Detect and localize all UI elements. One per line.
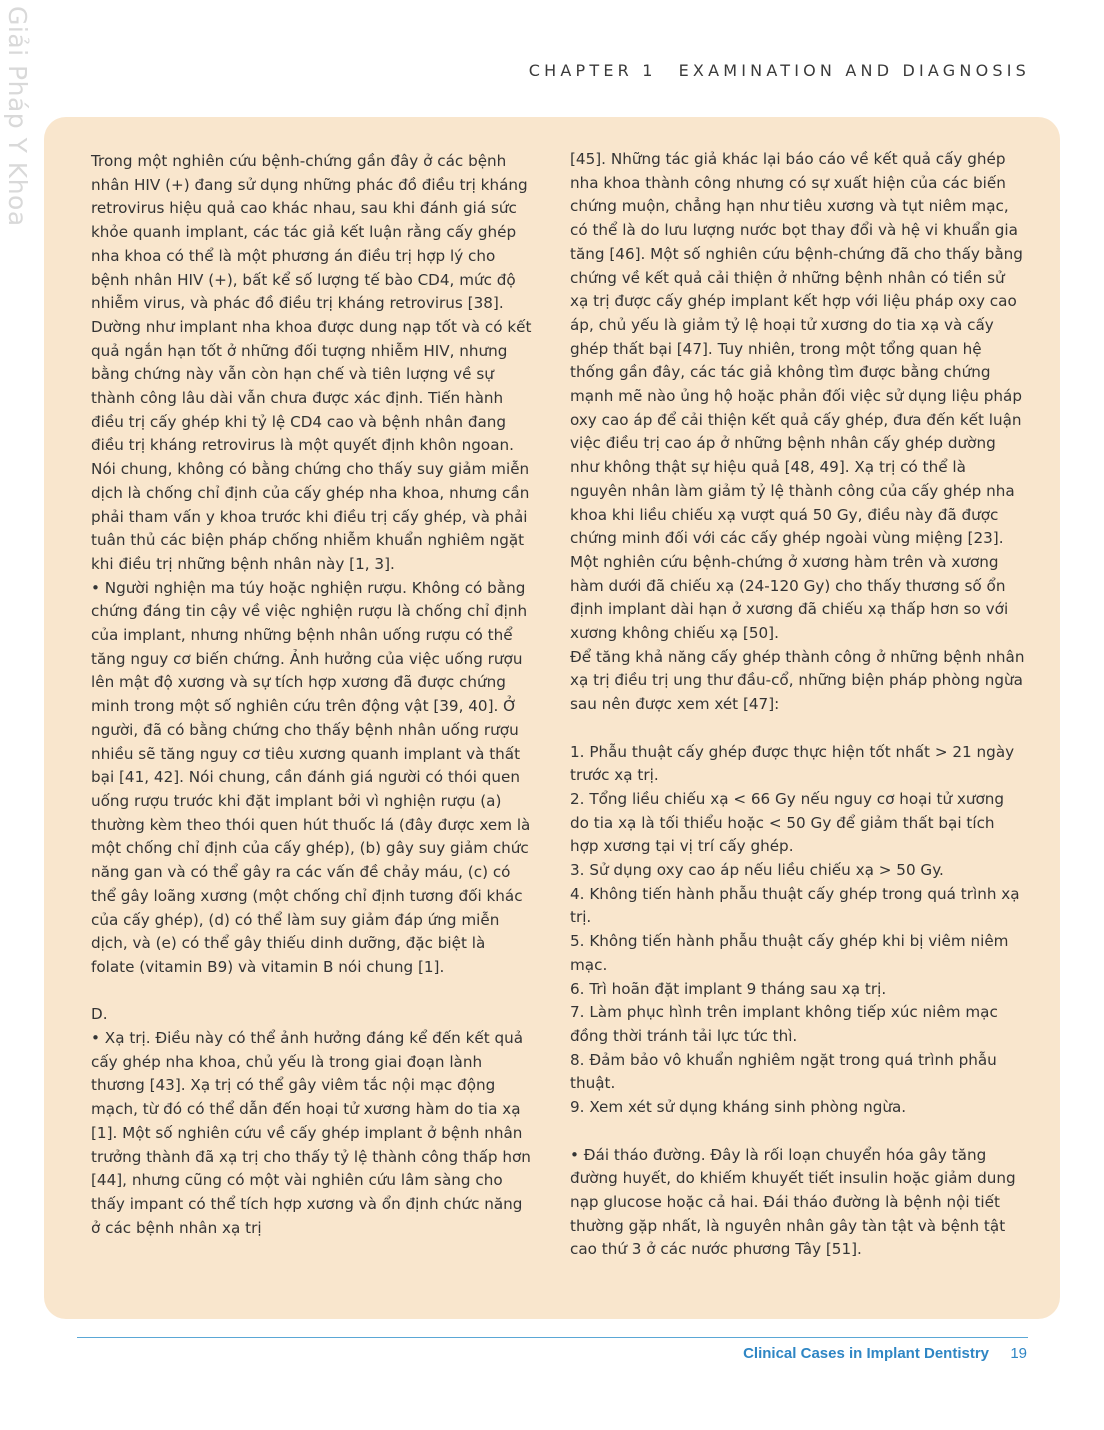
list-item: 8. Đảm bảo vô khuẩn nghiêm ngặt trong quá trình phẫu thuật. <box>570 1050 997 1093</box>
footer-book-title: Clinical Cases in Implant Dentistry <box>743 1345 989 1362</box>
section-heading-d: D. <box>91 1005 108 1024</box>
paragraph-hiv: Trong một nghiên cứu bệnh-chứng gần đây ở các bệnh nhân HIV (+) đang sử dụng những phác đồ điều trị kháng retrovirus hiệu quả cao khác nhau, sau khi đánh giá sức khỏe quanh implant, các tác giả kết luận rằng cấy ghép nha khoa có thể là một phương án điều trị hợp lý cho bệnh nhân HIV (+), bất kể số lượng tế bào CD4, mức độ nhiễm virus, và phác đồ điều trị kháng retrovirus [38]. Dường như implant nha khoa được dung nạp tốt và có kết quả ngắn hạn tốt ở những đối tượng nhiễm HIV, nhưng bằng chứng này vẫn còn hạn chế và tiên lượng về sự thành công lâu dài vẫn chưa được xác định. Tiến hành điều trị cấy ghép khi tỷ lệ CD4 cao và bệnh nhân đang điều trị kháng retrovirus là một quyết định khôn ngoan. Nói chung, không có bằng chứng cho thấy suy giảm miễn dịch là chống chỉ định của cấy ghép nha khoa, nhưng cần phải tham vấn y khoa trước khi điều trị cấy ghép, và phải tuân thủ các biện pháp chống nhiễm khuẩn nghiêm ngặt khi điều trị những bệnh nhân này [1, 3]. <box>91 152 532 573</box>
page-number: 19 <box>1010 1345 1027 1362</box>
list-item: 1. Phẫu thuật cấy ghép được thực hiện tốt nhất > 21 ngày trước xạ trị. <box>570 742 1015 785</box>
paragraph-precautions-intro: Để tăng khả năng cấy ghép thành công ở những bệnh nhân xạ trị điều trị ung thư đầu-cổ, những biện pháp phòng ngừa sau nên được xem xét [47]: <box>570 647 1025 714</box>
list-item: 4. Không tiến hành phẫu thuật cấy ghép trong quá trình xạ trị. <box>570 884 1020 927</box>
running-head <box>529 61 1030 80</box>
list-item: 7. Làm phục hình trên implant không tiếp xúc niêm mạc đồng thời tránh tải lực tức thì. <box>570 1003 998 1045</box>
content-panel <box>44 117 1060 1319</box>
paragraph-radiotherapy-cont: [45]. Những tác giả khác lại báo cáo về kết quả cấy ghép nha khoa thành công nhưng có sự xuất hiện của các biến chứng muộn, chẳng hạn như tiêu xương và tụt niêm mạc, có thể là do lưu lượng nước bọt thay đổi và hệ vi khuẩn gia tăng [46]. Một số nghiên cứu bệnh-chứng đã cho thấy bằng chứng về kết quả cải thiện ở những bệnh nhân có tiền sử xạ trị được cấy ghép implant kết hợp với liệu pháp oxy cao áp, chủ yếu là giảm tỷ lệ hoại tử xương do tia xạ và cấy ghép thất bại [47]. Tuy nhiên, trong một tổng quan hệ thống gần đây, các tác giả không tìm được bằng chứng mạnh mẽ nào ủng hộ hoặc phản đối việc sử dụng liệu pháp oxy cao áp để cải thiện kết quả cấy ghép, đưa đến kết luận việc điều trị cao áp ở những bệnh nhân cấy ghép dường như không thật sự hiệu quả [48, 49]. Xạ trị có thể là nguyên nhân làm giảm tỷ lệ thành công của cấy ghép nha khoa khi liều chiếu xạ vượt quá 50 Gy, điều này đã được chứng minh đối với các cấy ghép ngoài vùng miệng [23]. Một nghiên cứu bệnh-chứng ở xương hàm trên và xương hàm dưới đã chiếu xạ (24-120 Gy) cho thấy thương số ổn định implant dài hạn ở xương đã chiếu xạ thấp hơn so với xương không chiếu xạ [50]. <box>570 150 1023 643</box>
chapter-title: EXAMINATION AND DIAGNOSIS <box>678 61 1030 80</box>
chapter-label: CHAPTER 1 <box>528 61 657 80</box>
footer-divider <box>77 1337 1028 1338</box>
list-item: 2. Tổng liều chiếu xạ < 66 Gy nếu nguy cơ hoại tử xương do tia xạ là tối thiểu hoặc < 50 Gy để giảm thất bại tích hợp xương tại vị trí cấy ghép. <box>570 789 1005 856</box>
right-column <box>570 148 1026 1262</box>
list-item: 5. Không tiến hành phẫu thuật cấy ghép khi bị viêm niêm mạc. <box>570 932 1009 974</box>
list-item: 9. Xem xét sử dụng kháng sinh phòng ngừa. <box>570 1098 907 1117</box>
list-item: 6. Trì hoãn đặt implant 9 tháng sau xạ trị. <box>570 979 887 998</box>
paragraph-radiotherapy: • Xạ trị. Điều này có thể ảnh hưởng đáng kể đến kết quả cấy ghép nha khoa, chủ yếu là trong giai đoạn lành thương [43]. Xạ trị có thể gây viêm tắc nội mạc động mạch, từ đó có thể dẫn đến hoại tử xương hàm do tia xạ [1]. Một số nghiên cứu về cấy ghép implant ở bệnh nhân trưởng thành đã xạ trị cho thấy tỷ lệ thành công thấp hơn [44], nhưng cũng có một vài nghiên cứu lâm sàng cho thấy impant có thể tích hợp xương và ổn định chức năng ở các bệnh nhân xạ trị <box>91 1029 531 1237</box>
watermark-text: Giải Pháp Y Khoa <box>3 6 32 227</box>
list-item: 3. Sử dụng oxy cao áp nếu liều chiếu xạ > 50 Gy. <box>570 861 944 880</box>
paragraph-alcohol: • Người nghiện ma túy hoặc nghiện rượu. Không có bằng chứng đáng tin cậy về việc nghiện rượu là chống chỉ định của implant, nhưng những bệnh nhân uống rượu có thể tăng nguy cơ biến chứng. Ảnh hưởng của việc uống rượu lên mật độ xương và sự tích hợp xương đã được chứng minh trong một số nghiên cứu trên động vật [39, 40]. Ở người, đã có bằng chứng cho thấy bệnh nhân uống rượu nhiều sẽ tăng nguy cơ tiêu xương quanh implant và thất bại [41, 42]. Nói chung, cần đánh giá người có thói quen uống rượu trước khi đặt implant bởi vì nghiện rượu (a) thường kèm theo thói quen hút thuốc lá (đây được xem là một chống chỉ định của cấy ghép), (b) gây suy giảm chức năng gan và có thể gây ra các vấn đề chảy máu, (c) có thể gây loãng xương (một chống chỉ định tương đối khác của cấy ghép), (d) có thể làm suy giảm đáp ứng miễn dịch, và (e) có thể gây thiếu dinh dưỡng, đặc biệt là folate (vitamin B9) và vitamin B nói chung [1]. <box>91 578 531 976</box>
left-column <box>91 150 533 1240</box>
paragraph-diabetes: • Đái tháo đường. Đây là rối loạn chuyển hóa gây tăng đường huyết, do khiếm khuyết tiết insulin hoặc giảm dung nạp glucose hoặc cả hai. Đái tháo đường là bệnh nội tiết thường gặp nhất, là nguyên nhân gây tàn tật và bệnh tật cao thứ 3 ở các nước phương Tây [51]. <box>570 1145 1016 1259</box>
